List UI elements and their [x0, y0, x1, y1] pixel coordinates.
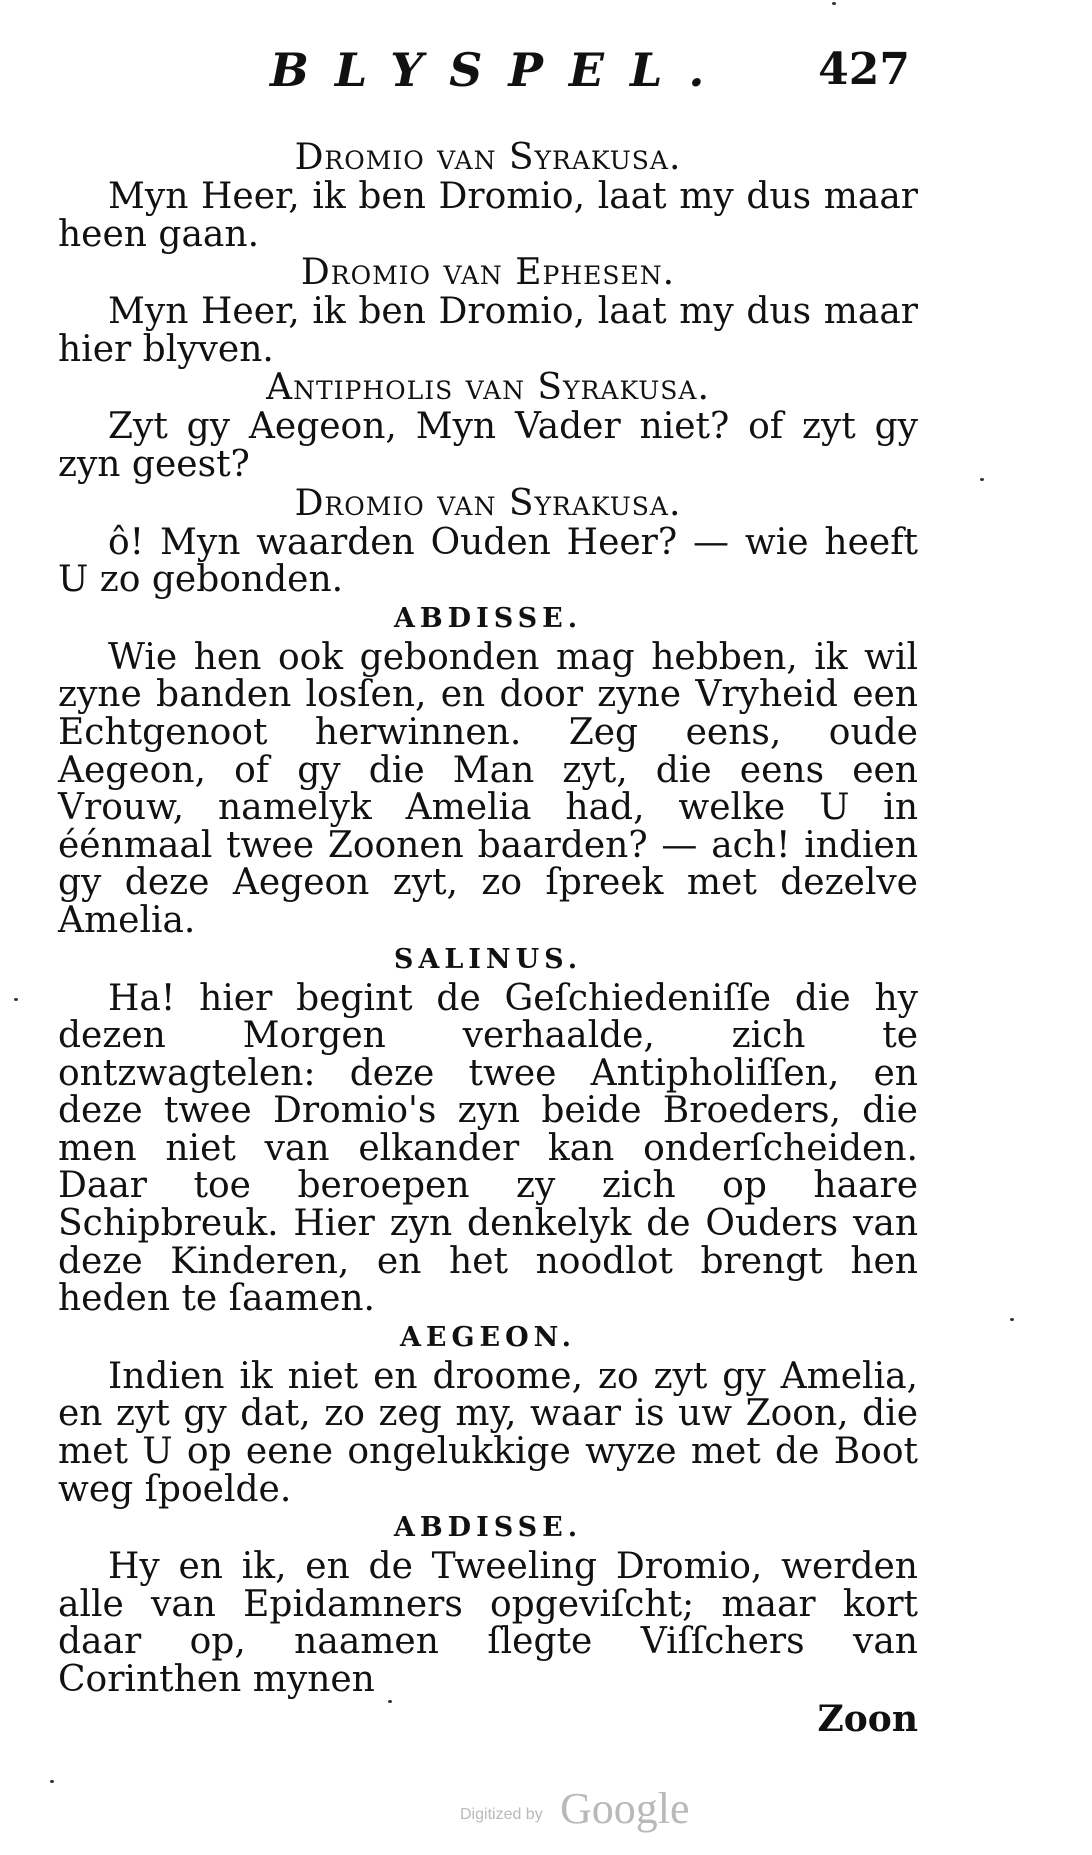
speech-paragraph: Indien ik niet en droome, zo zyt gy Amelia, en zyt gy dat, zo zeg my, waar is uw Zoon, die met U op eene ongelukkige wyze met de Boot weg ſpoelde.	[58, 1355, 918, 1510]
play-text	[58, 138, 918, 1739]
running-head	[270, 40, 910, 100]
speaker-heading: Dromio van Syrakusa.	[294, 482, 682, 524]
speaker-heading: ABDISSE.	[393, 1512, 583, 1544]
speech-paragraph: Hy en ik, en de Tweeling Dromio, werden alle van Epidamners opgeviſcht; maar kort daar op, naamen ſlegte Viſſchers van Corinthen mynen	[58, 1546, 918, 1700]
speech-paragraph: Wie hen ook gebonden mag hebben, ik wil zyne banden losſen, en door zyne Vryheid een Echtgenoot herwinnen. Zeg eens, oude Aegeon, of gy die Man zyt, die eens een Vrouw, namelyk Amelia had, welke U in éénmaal twee Zoonen baarden? — ach! indien gy deze Aegeon zyt, zo ſpreek met dezelve Amelia.	[58, 636, 918, 941]
speech-paragraph: Myn Heer, ik ben Dromio, laat my dus maar hier blyven.	[58, 291, 918, 370]
speech-paragraph: ô! Myn waarden Ouden Heer? — wie heeft U zo gebonden.	[58, 521, 918, 601]
page-number: 427	[818, 44, 910, 95]
ink-speck	[388, 1700, 392, 1703]
ink-speck	[1010, 1318, 1014, 1321]
speech-paragraph: Myn Heer, ik ben Dromio, laat my dus maar heen gaan.	[58, 176, 918, 255]
google-logo: Google	[560, 1784, 690, 1833]
catchword: Zoon	[817, 1697, 918, 1740]
speaker-heading: Dromio van Ephesen.	[300, 252, 676, 294]
ink-speck	[980, 478, 984, 481]
running-title: BLYSPEL.	[270, 43, 731, 97]
speaker-heading: Antipholis van Syrakusa.	[266, 367, 710, 409]
watermark-prefix: Digitized by	[460, 1806, 543, 1823]
speaker-heading: AEGEON.	[399, 1321, 577, 1353]
ink-speck	[14, 998, 18, 1001]
speech-paragraph: Ha! hier begint de Geſchiedeniſſe die hy dezen Morgen verhaalde, zich te ontzwagtelen: deze twee Antipholiſſen, en deze twee Dromio's zyn beide Broeders, die men niet van elkander kan onderſcheiden. Daar toe beroepen zy zich op haare Schipbreuk. Hier zyn denkelyk de Ouders van deze Kinderen, en het noodlot brengt hen heden te ſaamen.	[58, 977, 918, 1320]
speaker-heading: Dromio van Syrakusa.	[294, 137, 682, 178]
speech-paragraph: Zyt gy Aegeon, Myn Vader niet? of zyt gy zyn geest?	[58, 406, 918, 485]
digitization-watermark	[460, 1786, 720, 1836]
speaker-heading: SALINUS.	[393, 943, 583, 975]
ink-speck	[832, 2, 836, 5]
ink-speck	[50, 1780, 54, 1783]
speaker-heading: ABDISSE.	[393, 602, 583, 634]
